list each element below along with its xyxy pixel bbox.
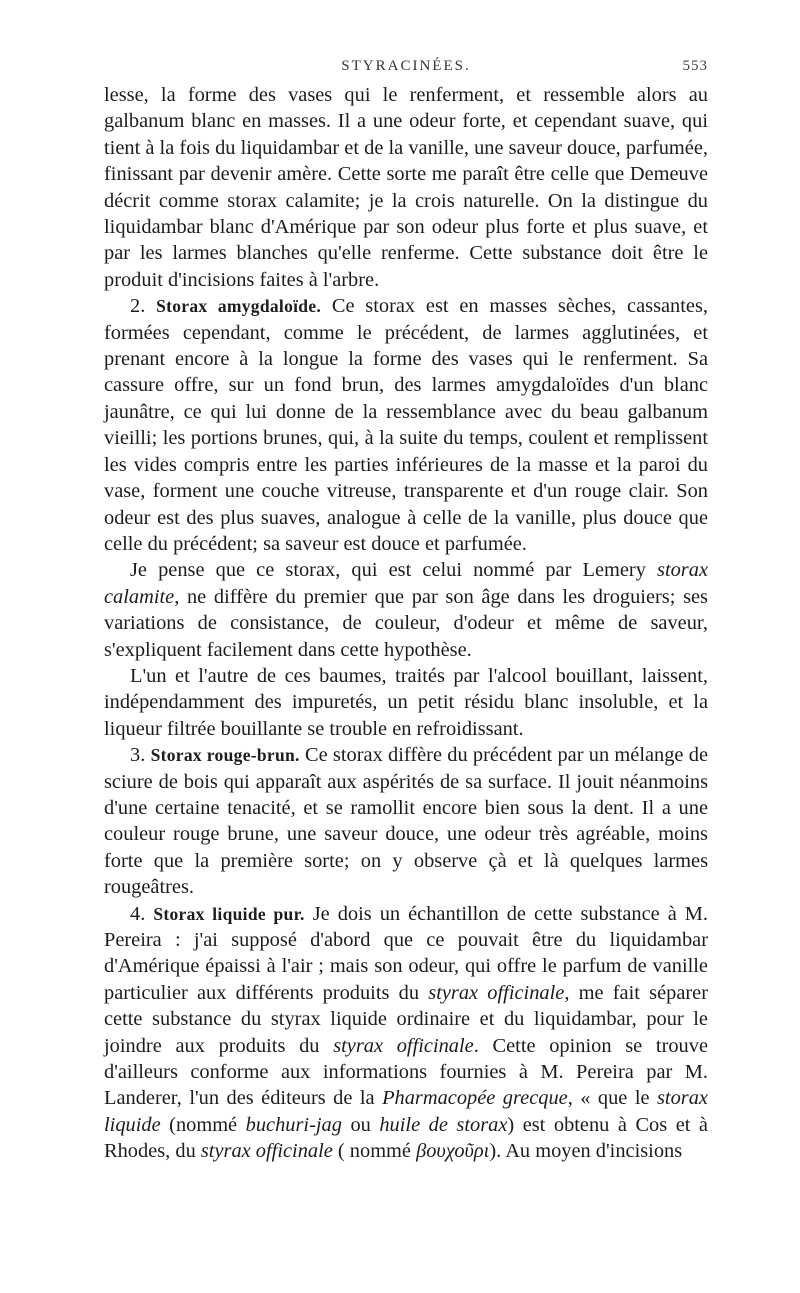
italic-term: storax liquide [104, 1087, 708, 1136]
text-run: . Cette opinion se trouve d'ailleurs conforme aux informations fournies à M. Pereira par M. Landerer, l'un des éditeurs de la [104, 1034, 708, 1110]
text-run: (nommé [160, 1113, 246, 1136]
text-run: 4. [130, 902, 154, 925]
paragraph [104, 742, 708, 900]
running-title: STYRACINÉES. [341, 58, 471, 74]
italic-term: βουχοῦρι [416, 1140, 490, 1163]
text-run: , « que le [567, 1087, 657, 1110]
body-text [104, 82, 708, 1165]
italic-term: styrax officinale [428, 981, 565, 1004]
text-run: , me fait séparer cette substance du styrax liquide ordinaire et du liquidambar, pour le joindre aux produits du [104, 981, 708, 1057]
paragraph [104, 663, 708, 742]
italic-term: Pharmacopée grecque [382, 1087, 568, 1110]
section-heading: Storax amygdaloïde. [156, 296, 322, 317]
section-heading: Storax liquide pur. [153, 903, 305, 924]
paragraph [104, 901, 708, 1165]
text-run: lesse, la forme des vases qui le renferment, et ressemble alors au galbanum blanc en masses. Il a une odeur forte, et cependant suave, qui tient à la fois du liquidambar et de la vanille, une saveur douce, parfumée, finissant par devenir amère. Cette sorte me paraît être celle que Demeuve décrit comme storax calamite; je la crois naturelle. On la distingue du liquidambar blanc d'Amérique par son odeur plus forte et plus suave, et par les larmes blanches qu'elle renferme. Cette substance doit être le produit d'incisions faites à l'arbre. [104, 84, 708, 291]
text-run: Ce storax diffère du précédent par un mélange de sciure de bois qui apparaît aux aspérités de sa surface. Il jouit néanmoins d'une certaine tenacité, et se ramollit encore bien sous la dent. Il a une couleur rouge brune, une saveur douce, une odeur très agréable, moins forte que la première sorte; on y observe çà et là quelques larmes rougeâtres. [104, 744, 709, 899]
paragraph [104, 82, 708, 293]
italic-term: styrax officinale [333, 1034, 474, 1057]
text-run: 3. [130, 744, 151, 767]
text-run: ou [341, 1113, 380, 1136]
text-run: ). Au moyen d'incisions [489, 1140, 683, 1163]
text-run: L'un et l'autre de ces baumes, traités par l'alcool bouillant, laissent, indépendamment des impuretés, un petit résidu blanc insoluble, et la liqueur filtrée bouillante se trouble en refroidissant. [104, 664, 708, 740]
section-heading: Storax rouge-brun. [150, 745, 300, 766]
text-run: , ne diffère du premier que par son âge dans les droguiers; ses variations de consistance, de couleur, d'odeur et même de saveur, s'expliquent facilement dans cette hypothèse. [104, 585, 708, 661]
paragraph [104, 293, 708, 557]
text-run: Je dois un échantillon de cette substance à M. Pereira : j'ai supposé d'abord que ce pouvait être du liquidambar d'Amérique épaissi à l'air ; mais son odeur, qui offre le parfum de vanille particulier aux différents produits du [104, 902, 709, 1004]
text-run: ) est obtenu à Cos et à Rhodes, du [104, 1113, 708, 1163]
italic-term: buchuri-jag [245, 1113, 342, 1136]
running-head [104, 52, 708, 78]
italic-term: storax calamite [104, 559, 708, 608]
text-run: ( nommé [332, 1140, 417, 1163]
text-run: 2. [130, 295, 157, 318]
text-run: Je pense que ce storax, qui est celui nommé par Lemery [130, 559, 658, 582]
italic-term: huile de storax [379, 1113, 508, 1136]
page-number: 553 [682, 58, 708, 74]
paragraph [104, 557, 708, 663]
italic-term: styrax officinale [200, 1140, 333, 1163]
text-run: Ce storax est en masses sèches, cassantes, formées cependant, comme le précédent, de larmes agglutinées, et prenant encore à la longue la forme des vases qui le renferment. Sa cassure offre, sur un fond brun, des larmes amygdaloïdes d'un blanc jaunâtre, ce qui lui donne de la ressemblance avec du beau galbanum vieilli; les portions brunes, qui, à la suite du temps, coulent et remplissent les vides compris entre les parties inférieures de la masse et la paroi du vase, forment une couche vitreuse, transparente et d'un rouge clair. Son odeur est des plus suaves, analogue à celle de la vanille, plus douce que celle du précédent; sa saveur est douce et parfumée. [104, 295, 708, 555]
